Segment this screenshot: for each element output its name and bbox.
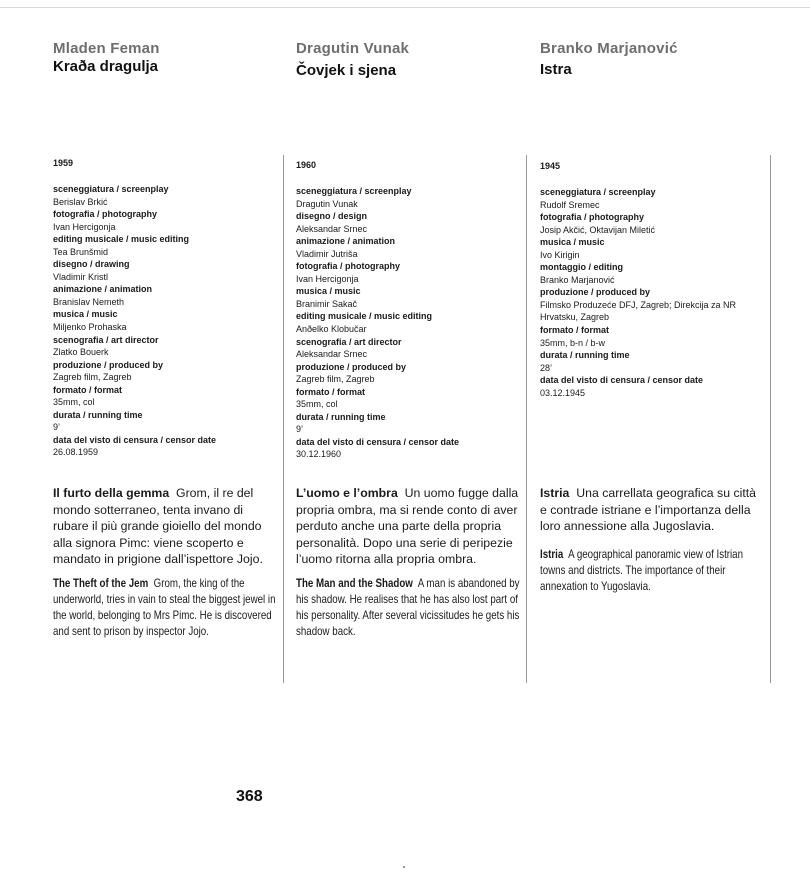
synopsis-english-heading: Istria: [540, 548, 564, 561]
credit-role: musica / music: [53, 309, 118, 320]
director-name: Dragutin Vunak: [296, 40, 410, 57]
credit-role: durata / running time: [296, 411, 386, 422]
credit-names: Vladimir Kristl: [53, 271, 109, 282]
credit-names: Anðelko Klobučar: [296, 324, 367, 335]
credit-role: data del visto di censura / censor date: [296, 436, 460, 447]
credit-role: produzione / produced by: [540, 287, 650, 298]
credit-names: Ivan Hercigonja: [53, 221, 116, 232]
credit-role: animazione / animation: [296, 236, 396, 247]
credit-role: fotografia / photography: [540, 212, 644, 223]
credit-names: Berislav Brkić: [53, 196, 108, 207]
synopsis-english: [296, 576, 521, 640]
credit-names: Aleksandar Srnec: [296, 223, 368, 234]
synopsis-italian-text: Un uomo fugge dalla propria ombra, ma si rende conto di aver perduto anche una parte della propria personalità. Dopo una serie di peripezie l’uomo ritorna alla propria ombra.: [296, 486, 519, 567]
print-mark: [403, 866, 405, 868]
synopsis-italian: [296, 485, 522, 568]
credit-role: durata / running time: [53, 409, 143, 420]
credit-role: produzione / produced by: [296, 361, 406, 372]
synopsis-italian-heading: Istria: [540, 486, 570, 500]
credit-names: 9’: [53, 422, 61, 433]
synopsis-english-text: A geographical panoramic view of Istrian towns and districts. The importance of their annexation to Yugoslavia.: [540, 548, 744, 593]
film-column-2: [296, 0, 528, 872]
credit-names: Josip Akčić, Oktavijan Miletić: [540, 224, 656, 235]
credit-role: editing musicale / music editing: [296, 311, 433, 322]
credits-list: [296, 185, 528, 461]
film-year: 1959: [53, 158, 74, 168]
synopsis-english-heading: The Man and the Shadow: [296, 577, 413, 590]
credit-role: disegno / design: [296, 211, 368, 222]
credits-list: [53, 183, 285, 459]
credit-role: formato / format: [53, 384, 123, 395]
synopsis-english: [53, 576, 278, 640]
credit-names: Branimir Sakač: [296, 298, 358, 309]
credit-role: animazione / animation: [53, 284, 153, 295]
credit-names: 30.12.1960: [296, 449, 342, 460]
credit-role: data del visto di censura / censor date: [540, 375, 704, 386]
director-name: Mladen Feman: [53, 40, 160, 57]
credit-names: 03.12.1945: [540, 387, 586, 398]
column-divider: [770, 155, 771, 683]
credit-names: 9’: [296, 424, 304, 435]
synopsis-italian: [53, 485, 279, 568]
film-title: Čovjek i sjena: [296, 62, 397, 79]
credit-role: produzione / produced by: [53, 359, 163, 370]
film-title: Istra: [540, 61, 572, 78]
credit-names: Rudolf Sremec: [540, 199, 600, 210]
credit-names: Zagreb film, Zagreb: [296, 374, 375, 385]
credit-names: Vladimir Jutriša: [296, 248, 358, 259]
page-number: 368: [236, 788, 263, 805]
credit-role: fotografia / photography: [296, 261, 400, 272]
credit-names: Aleksandar Srnec: [296, 349, 368, 360]
credit-names: 35mm, col: [53, 397, 95, 408]
column-divider: [283, 155, 284, 683]
credit-role: sceneggiatura / screenplay: [540, 187, 656, 197]
synopsis-italian-text: Una carrellata geografica su città e contrade istriane e l’importanza della loro annessione alla Jugoslavia.: [540, 486, 757, 534]
synopsis-italian-heading: L’uomo e l’ombra: [296, 486, 398, 500]
film-column-1: [53, 0, 285, 872]
credit-role: sceneggiatura / screenplay: [53, 184, 169, 194]
film-title: Kraða dragulja: [53, 58, 159, 75]
director-name: Branko Marjanović: [540, 40, 678, 57]
credit-names: Miljenko Prohaska: [53, 322, 127, 333]
credit-role: formato / format: [540, 325, 610, 336]
credit-names: 35mm, b-n / b-w: [540, 337, 606, 348]
film-column-3: [540, 0, 772, 872]
synopsis-italian-heading: Il furto della gemma: [53, 486, 170, 500]
credit-names: Branislav Nemeth: [53, 296, 125, 307]
synopsis-english-text: Grom, the king of the underworld, tries in vain to steal the biggest jewel in the world, belonging to Mrs Pimc. He is discovered and sent to prison by inspector Jojo.: [53, 577, 276, 638]
credit-role: montaggio / editing: [540, 262, 623, 273]
credit-names: 35mm, col: [296, 399, 338, 410]
credits-list: [540, 186, 772, 399]
credit-names: Ivo Kirigin: [540, 249, 580, 260]
credit-names: Dragutin Vunak: [296, 198, 358, 209]
credit-names: 26.08.1959: [53, 447, 99, 458]
credit-role: durata / running time: [540, 350, 630, 361]
synopsis-english: [540, 547, 765, 595]
column-divider: [526, 155, 527, 683]
credit-names: Filmsko Produzeće DFJ, Zagreb; Direkcija za NR Hrvatsku, Zagreb: [540, 299, 737, 323]
synopsis-english-text: A man is abandoned by his shadow. He realises that he has also lost part of his personality. After several vicissitudes he gets his shadow back.: [296, 577, 520, 638]
credit-role: disegno / drawing: [53, 259, 130, 270]
credit-role: scenografia / art director: [296, 336, 402, 347]
film-year: 1945: [540, 161, 561, 171]
credit-role: fotografia / photography: [53, 209, 157, 220]
credit-names: Branko Marjanović: [540, 274, 615, 285]
credit-role: musica / music: [540, 237, 605, 248]
credit-names: Ivan Hercigonja: [296, 273, 359, 284]
credit-role: data del visto di censura / censor date: [53, 434, 217, 445]
credit-names: Zlatko Bouerk: [53, 347, 109, 358]
credit-names: Tea Brunšmid: [53, 246, 109, 257]
credit-role: formato / format: [296, 386, 366, 397]
credit-names: 28’: [540, 362, 553, 373]
credit-names: Zagreb film, Zagreb: [53, 372, 132, 383]
credit-role: sceneggiatura / screenplay: [296, 186, 412, 196]
synopsis-italian: [540, 485, 766, 535]
synopsis-italian-text: Grom, il re del mondo sotterraneo, tenta invano di rubare il più grande gioiello del mondo alla signora Pimc: viene scoperto e mandato in prigione dall’ispettore Jojo.: [53, 486, 263, 567]
credit-role: musica / music: [296, 286, 361, 297]
credit-role: scenografia / art director: [53, 334, 159, 345]
synopsis-english-heading: The Theft of the Jem: [53, 577, 149, 590]
credit-role: editing musicale / music editing: [53, 234, 190, 245]
film-year: 1960: [296, 160, 317, 170]
